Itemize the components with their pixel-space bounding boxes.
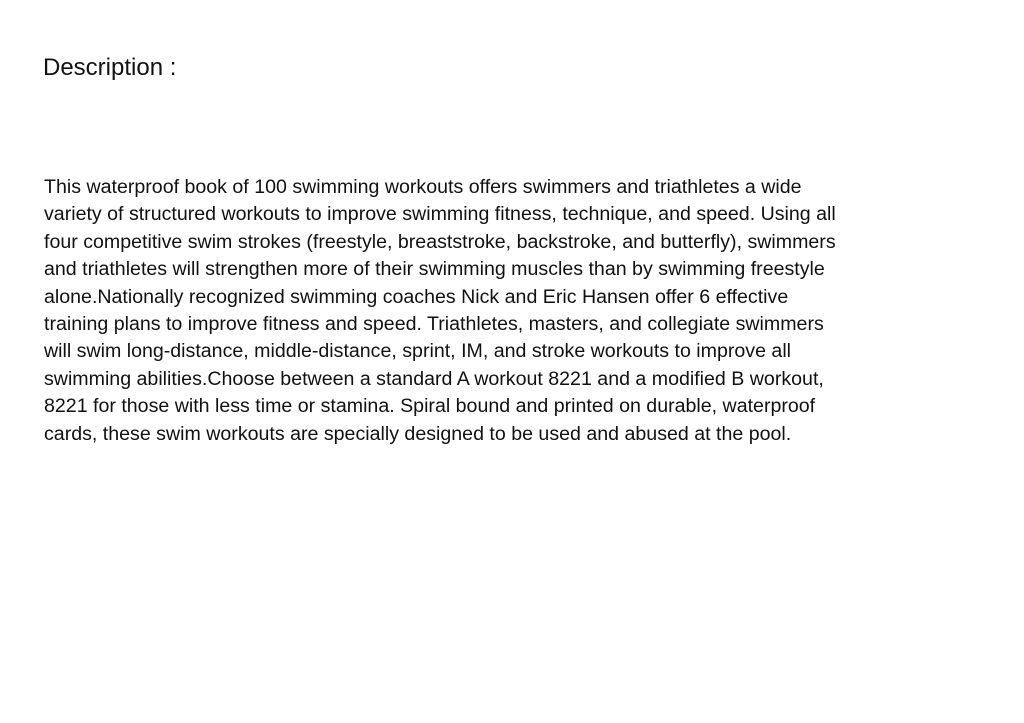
paragraph-line: variety of structured workouts to improve swimming fitness, technique, and speed. Using all bbox=[44, 203, 836, 226]
paragraph-line: This waterproof book of 100 swimming workouts offers swimmers and triathletes a wide bbox=[44, 176, 802, 198]
paragraph-line: will swim long-distance, middle-distance, sprint, IM, and stroke workouts to improve all bbox=[44, 340, 792, 363]
description-heading: Description : bbox=[43, 54, 177, 81]
paragraph-line: and triathletes will strengthen more of their swimming muscles than by swimming freestyle bbox=[44, 258, 825, 281]
paragraph-line: 8221 for those with less time or stamina. Spiral bound and printed on durable, waterproof bbox=[44, 395, 816, 418]
paragraph-line: alone.Nationally recognized swimming coaches Nick and Eric Hansen offer 6 effective bbox=[44, 285, 789, 308]
paragraph-line: swimming abilities.Choose between a standard A workout 8221 and a modified B workout, bbox=[44, 367, 824, 390]
description-paragraph bbox=[44, 174, 836, 448]
paragraph-line: four competitive swim strokes (freestyle, breaststroke, backstroke, and butterfly), swimmers bbox=[44, 230, 836, 253]
paragraph-line: cards, these swim workouts are specially designed to be used and abused at the pool. bbox=[44, 422, 792, 445]
paragraph-line: training plans to improve fitness and speed. Triathletes, masters, and collegiate swimmers bbox=[44, 313, 824, 336]
